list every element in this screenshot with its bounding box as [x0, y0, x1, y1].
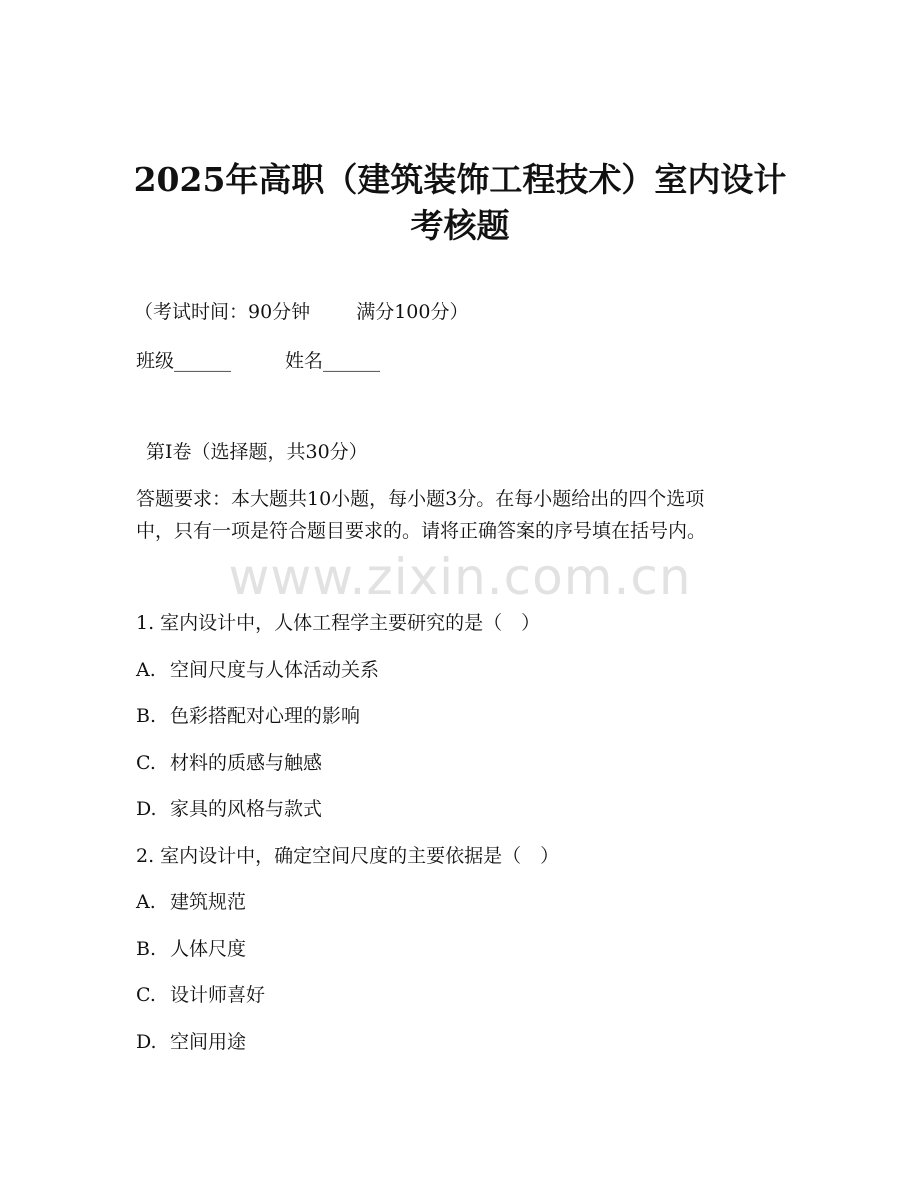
option-text: 设计师喜好: [170, 984, 266, 1006]
question-1-stem: 1. 室内设计中，人体工程学主要研究的是（ ）: [136, 612, 541, 634]
option-text: 材料的质感与触感: [170, 752, 323, 774]
question-1-option-b: [136, 702, 360, 730]
question-2-option-b: [136, 935, 246, 963]
option-letter: B.: [136, 938, 157, 960]
exam-time: （考试时间：90分钟: [134, 301, 311, 323]
question-1-option-d: [136, 795, 322, 823]
option-text: 空间尺度与人体活动关系: [170, 659, 380, 681]
watermark: www.zixin.com.cn: [228, 548, 692, 606]
exam-full-score: 满分100分）: [356, 301, 469, 323]
question-1-option-c: [136, 749, 322, 777]
section-title: 第Ⅰ卷（选择题，共30分）: [146, 441, 368, 463]
question-1-option-a: [136, 656, 379, 684]
option-letter: A.: [136, 891, 156, 913]
option-letter: D.: [136, 1031, 157, 1053]
question-2-option-a: [136, 888, 246, 916]
option-text: 建筑规范: [170, 891, 247, 913]
option-text: 家具的风格与款式: [170, 798, 323, 820]
option-text: 空间用途: [170, 1031, 247, 1053]
question-2-option-d: [136, 1028, 246, 1056]
exam-info: [134, 298, 468, 326]
option-letter: B.: [136, 705, 157, 727]
option-text: 人体尺度: [170, 938, 247, 960]
instructions-line-1: 答题要求：本大题共10小题，每小题3分。在每小题给出的四个选项: [136, 488, 705, 510]
option-letter: A.: [136, 659, 156, 681]
option-letter: D.: [136, 798, 157, 820]
instructions-line-2: 中，只有一项是符合题目要求的。请将正确答案的序号填在括号内。: [136, 520, 707, 542]
option-text: 色彩搭配对心理的影响: [170, 705, 361, 727]
class-field-label: 班级______: [136, 350, 232, 372]
question-2-stem: 2. 室内设计中，确定空间尺度的主要依据是（ ）: [136, 845, 560, 867]
question-2-option-c: [136, 981, 265, 1009]
student-info: [136, 347, 380, 375]
option-letter: C.: [136, 752, 156, 774]
document-title-line-2: 考核题: [410, 206, 510, 245]
document-title-line-1: 2025年高职（建筑装饰工程技术）室内设计: [133, 160, 787, 199]
option-letter: C.: [136, 984, 156, 1006]
name-field-label: 姓名______: [285, 350, 381, 372]
